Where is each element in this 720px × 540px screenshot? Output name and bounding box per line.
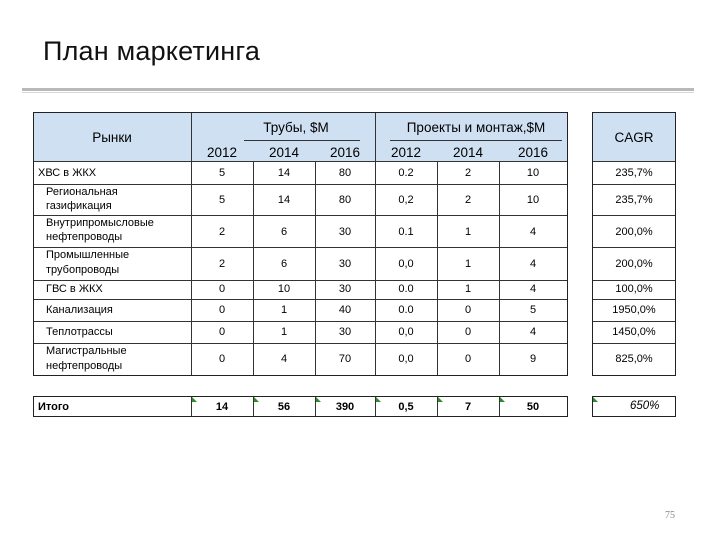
cell-marker bbox=[500, 397, 505, 402]
row-label: Региональная bbox=[46, 186, 118, 198]
header-year: 2016 bbox=[517, 145, 549, 160]
row-label: газификация bbox=[46, 200, 112, 212]
cagr-value: 200,0% bbox=[615, 258, 653, 270]
cagr-value: 235,7% bbox=[615, 194, 653, 206]
cell-value: 6 bbox=[280, 226, 288, 238]
cell-value: 14 bbox=[277, 194, 291, 206]
cell-marker bbox=[438, 397, 443, 402]
header-cagr: CAGR bbox=[614, 130, 654, 145]
cagr-value: 825,0% bbox=[615, 353, 653, 365]
cell-value: 0.0 bbox=[398, 283, 414, 295]
column-line bbox=[375, 113, 376, 375]
row-label: Магистральные bbox=[46, 345, 127, 357]
row-label: ХВС в ЖКХ bbox=[38, 167, 97, 179]
cagr-value: 235,7% bbox=[615, 167, 653, 179]
row-label: трубопроводы bbox=[46, 264, 120, 276]
total-cagr: 650% bbox=[630, 400, 660, 412]
cell-marker bbox=[316, 397, 321, 402]
cell-value: 70 bbox=[338, 353, 352, 365]
cell-value: 0 bbox=[464, 353, 472, 365]
cell-value: 4 bbox=[529, 283, 537, 295]
header-year: 2012 bbox=[390, 145, 422, 160]
column-line bbox=[191, 113, 192, 375]
cagr-row-line bbox=[593, 280, 675, 281]
header-year: 2012 bbox=[206, 145, 238, 160]
title-divider-thin bbox=[22, 92, 694, 93]
header-year: 2014 bbox=[268, 145, 300, 160]
row-line bbox=[34, 321, 567, 322]
cagr-value: 1950,0% bbox=[612, 304, 656, 316]
cell-value: 40 bbox=[338, 304, 352, 316]
cell-value: 2 bbox=[218, 258, 226, 270]
total-row bbox=[33, 396, 568, 417]
cell-value: 1 bbox=[464, 226, 472, 238]
column-line bbox=[499, 161, 500, 375]
cell-value: 0 bbox=[464, 326, 472, 338]
cell-value: 6 bbox=[280, 258, 288, 270]
row-label: нефтепроводы bbox=[46, 231, 123, 243]
row-label: Промышленные bbox=[46, 249, 130, 261]
cell-value: 1 bbox=[464, 258, 472, 270]
header-subdivider bbox=[244, 140, 360, 141]
cagr-row-line bbox=[593, 247, 675, 248]
cell-value: 4 bbox=[529, 258, 537, 270]
total-value: 390 bbox=[335, 401, 355, 413]
cell-value: 30 bbox=[338, 226, 352, 238]
row-line bbox=[34, 299, 567, 300]
cell-value: 5 bbox=[529, 304, 537, 316]
cell-value: 0 bbox=[218, 326, 226, 338]
cell-value: 5 bbox=[218, 194, 226, 206]
cell-value: 2 bbox=[464, 167, 472, 179]
column-line bbox=[315, 161, 316, 375]
cell-value: 0,2 bbox=[398, 194, 414, 206]
column-line bbox=[437, 161, 438, 375]
header-projects: Проекты и монтаж,$M bbox=[406, 120, 546, 135]
cell-value: 0,0 bbox=[398, 326, 414, 338]
cagr-row-line bbox=[593, 184, 675, 185]
row-label: Теплотрассы bbox=[46, 326, 113, 338]
cell-value: 0,0 bbox=[398, 353, 414, 365]
cell-value: 0.2 bbox=[398, 167, 414, 179]
cell-value: 0.0 bbox=[398, 304, 414, 316]
row-label: Канализация bbox=[46, 304, 113, 316]
cell-value: 5 bbox=[218, 167, 226, 179]
total-value: 14 bbox=[215, 401, 229, 413]
header-pipes: Трубы, $M bbox=[263, 120, 329, 135]
cagr-value: 1450,0% bbox=[612, 326, 656, 338]
cell-value: 1 bbox=[280, 326, 288, 338]
row-label: ГВС в ЖКХ bbox=[46, 283, 103, 295]
cagr-row-line bbox=[593, 215, 675, 216]
cell-value: 0,0 bbox=[398, 258, 414, 270]
cell-value: 80 bbox=[338, 167, 352, 179]
total-value: 0,5 bbox=[398, 401, 414, 413]
cell-value: 2 bbox=[464, 194, 472, 206]
cagr-row-line bbox=[593, 321, 675, 322]
cagr-value: 200,0% bbox=[615, 226, 653, 238]
cell-value: 4 bbox=[529, 326, 537, 338]
cell-value: 0 bbox=[218, 283, 226, 295]
cagr-value: 100,0% bbox=[615, 283, 653, 295]
total-value: 56 bbox=[277, 401, 291, 413]
row-line bbox=[34, 215, 567, 216]
header-subdivider bbox=[390, 140, 562, 141]
cell-value: 1 bbox=[280, 304, 288, 316]
cell-value: 2 bbox=[218, 226, 226, 238]
page-title: План маркетинга bbox=[43, 36, 261, 66]
row-label: Внутрипромысловые bbox=[46, 217, 154, 229]
cell-value: 0.1 bbox=[398, 226, 414, 238]
cell-marker bbox=[254, 397, 259, 402]
title-divider bbox=[22, 88, 694, 91]
cell-value: 4 bbox=[280, 353, 288, 365]
cell-value: 14 bbox=[277, 167, 291, 179]
cell-value: 10 bbox=[526, 167, 540, 179]
cell-value: 0 bbox=[218, 353, 226, 365]
row-line bbox=[34, 247, 567, 248]
cagr-header-bottom-line bbox=[593, 161, 675, 162]
row-label: нефтепроводы bbox=[46, 360, 123, 372]
header-year: 2014 bbox=[452, 145, 484, 160]
cell-value: 30 bbox=[338, 326, 352, 338]
total-value: 50 bbox=[526, 401, 540, 413]
cell-marker bbox=[593, 397, 598, 402]
header-markets: Рынки bbox=[92, 130, 132, 145]
cell-value: 30 bbox=[338, 283, 352, 295]
cell-value: 10 bbox=[526, 194, 540, 206]
cell-value: 0 bbox=[218, 304, 226, 316]
cell-value: 9 bbox=[529, 353, 537, 365]
cell-value: 4 bbox=[529, 226, 537, 238]
row-line bbox=[34, 184, 567, 185]
column-line bbox=[253, 161, 254, 375]
cagr-row-line bbox=[593, 343, 675, 344]
cell-value: 1 bbox=[464, 283, 472, 295]
row-line bbox=[34, 280, 567, 281]
cell-value: 30 bbox=[338, 258, 352, 270]
header-bottom-line bbox=[34, 161, 567, 162]
cell-value: 80 bbox=[338, 194, 352, 206]
header-year: 2016 bbox=[329, 145, 361, 160]
row-line bbox=[34, 343, 567, 344]
cell-value: 10 bbox=[277, 283, 291, 295]
cell-marker bbox=[376, 397, 381, 402]
cell-value: 0 bbox=[464, 304, 472, 316]
total-label: Итого bbox=[38, 401, 70, 413]
cagr-row-line bbox=[593, 299, 675, 300]
cell-marker bbox=[192, 397, 197, 402]
page-number: 75 bbox=[665, 510, 675, 521]
total-value: 7 bbox=[464, 401, 472, 413]
